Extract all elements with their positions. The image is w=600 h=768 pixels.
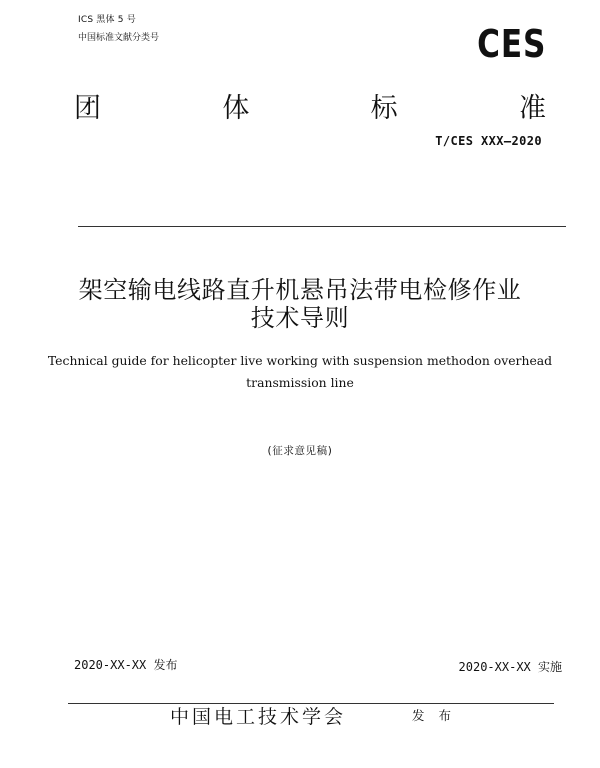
chinese-title-line1: 架空输电线路直升机悬吊法带电检修作业 xyxy=(78,276,522,304)
chinese-title-line2: 技术导则 xyxy=(250,304,350,332)
english-title-line2: transmission line xyxy=(246,375,354,390)
ics-code: ICS 黑体 5 号 xyxy=(78,15,136,25)
top-divider xyxy=(78,226,566,227)
draft-status: (征求意见稿) xyxy=(267,445,333,457)
publisher-name: 中国电工技术学会 xyxy=(170,706,347,728)
standard-type-char: 体 xyxy=(222,93,250,124)
standard-number: T/CES XXX—2020 xyxy=(435,134,542,148)
english-title-line1: Technical guide for helicopter live working with suspension methodon overhead xyxy=(47,353,553,368)
standard-type xyxy=(74,86,546,125)
standard-type-char: 团 xyxy=(74,93,101,124)
implementation-date: 2020-XX-XX 实施 xyxy=(458,660,562,674)
publish-label: 发 布 xyxy=(412,708,456,723)
ces-logo: CES xyxy=(476,22,546,66)
standard-type-char: 标 xyxy=(370,93,398,124)
chinese-title xyxy=(0,276,600,332)
english-title xyxy=(40,350,560,394)
classification-number: 中国标准文献分类号 xyxy=(78,33,160,43)
standard-type-char: 准 xyxy=(518,93,546,124)
issue-date: 2020-XX-XX 发布 xyxy=(74,658,178,672)
